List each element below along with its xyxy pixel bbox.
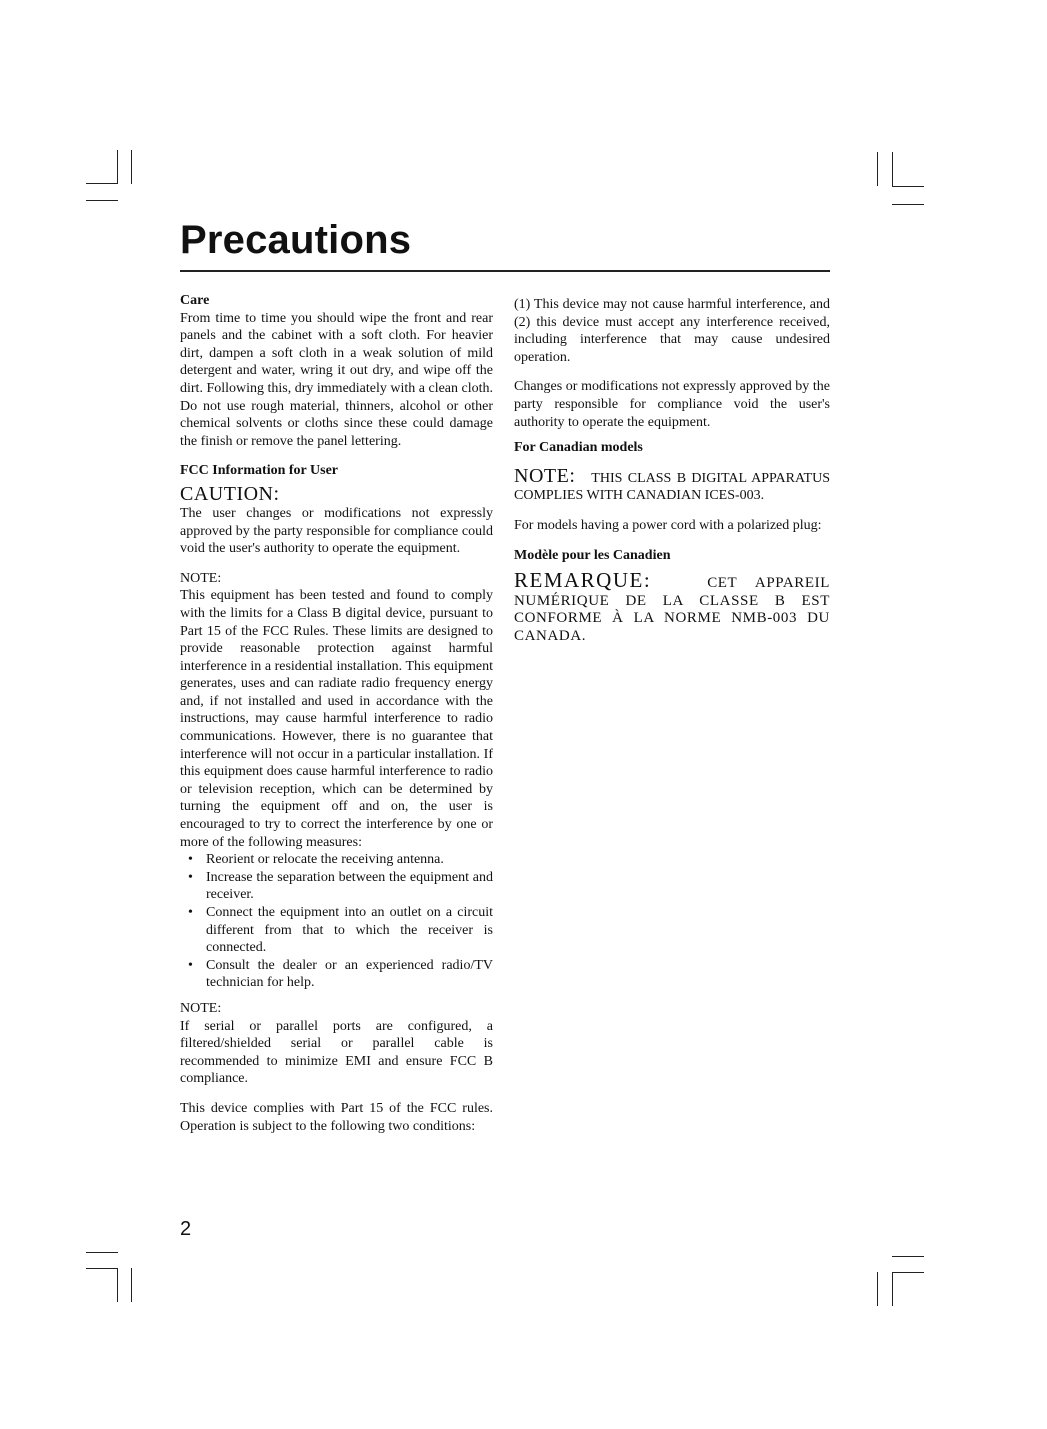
modele-heading: Modèle pour les Canadien xyxy=(514,547,671,563)
crop-mark-bottom-right-h xyxy=(892,1272,924,1273)
fcc-heading: FCC Information for User xyxy=(180,463,338,479)
remarque-text: CET APPAREIL NUMÉRIQUE DE LA CLASSE B EST CONFORME À LA NORME NMB-003 DU CANADA. xyxy=(514,575,830,644)
note2-text: If serial or parallel ports are configured, a filtered/shielded serial or parallel cable is recommended to minimize EMI and ensure FCC B compliance. xyxy=(180,1018,493,1087)
crop-mark-top-right-h xyxy=(892,186,924,187)
page-title: Precautions xyxy=(180,218,412,262)
crop-mark-bottom-right-v2 xyxy=(892,1272,893,1306)
care-text: From time to time you should wipe the front and rear panels and the cabinet with a soft cloth. For heavier dirt, dampen a soft cloth in a weak solution of mild detergent and water, wring it out dry, and wipe off the dirt. Following this, dry immediately with a clean cloth. Do not use rough material, thinners, alcohol or other chemical solvents or cloths since these could damage the finish or remove the panel lettering. xyxy=(180,310,494,449)
crop-mark-bottom-right-v xyxy=(877,1272,878,1306)
crop-mark-top-right-v xyxy=(877,152,878,186)
crop-mark-bottom-left-v2 xyxy=(131,1268,132,1302)
left-column xyxy=(180,292,493,1135)
crop-mark-top-left-v2 xyxy=(131,150,132,184)
polarized-text: For models having a power cord with a polarized plug: xyxy=(514,517,822,533)
caution-text: The user changes or modifications not expressly approved by the party responsible for compliance could void the user's authority to operate the equipment. xyxy=(180,505,493,557)
list-item: • Increase the separation between the equipment and receiver. xyxy=(180,869,493,904)
part15-text: This device complies with Part 15 of the FCC rules. Operation is subject to the following two conditions: xyxy=(180,1100,493,1134)
note1-text: This equipment has been tested and found to comply with the limits for a Class B digital device, pursuant to Part 15 of the FCC Rules. These limits are designed to provide reasonable protection against harmful interference in a residential installation. This equipment generates, uses and can radiate radio frequency energy and, if not installed and used in accordance with the instructions, may cause harmful interference to radio communications. However, there is no guarantee that interference will not occur in a particular installation. If this equipment does cause harmful interference to radio or television reception, which can be determined by turning the equipment off and on, the user is encouraged to try to correct the interference by one or more of the following measures: xyxy=(180,588,493,850)
measures-list xyxy=(180,851,493,992)
remarque-note xyxy=(514,568,830,645)
right-column xyxy=(514,296,830,646)
changes-text: Changes or modifications not expressly approved by the party responsible for compliance void the user's authority to operate the equipment. xyxy=(514,379,830,430)
list-item: • Connect the equipment into an outlet on a circuit different from that to which the receiver is connected. xyxy=(180,904,493,957)
canadian-note xyxy=(514,465,830,505)
remarque-label: REMARQUE: xyxy=(514,568,652,593)
caution-heading: CAUTION: xyxy=(180,482,280,505)
crop-mark-top-right-h2 xyxy=(892,204,924,205)
crop-mark-bottom-right-h2 xyxy=(892,1256,924,1257)
crop-mark-bottom-left-h2 xyxy=(86,1268,118,1269)
crop-mark-bottom-left-v xyxy=(117,1268,118,1302)
page-number: 2 xyxy=(180,1218,192,1240)
note2-heading: NOTE: xyxy=(180,1000,222,1016)
crop-mark-top-right-v2 xyxy=(892,152,893,186)
crop-mark-top-left-v xyxy=(117,150,118,184)
care-heading: Care xyxy=(180,293,210,308)
crop-mark-top-left-h xyxy=(86,183,118,184)
title-rule xyxy=(180,270,830,272)
canadian-note-text: THIS CLASS B DIGITAL APPARATUS COMPLIES WITH CANADIAN ICES-003. xyxy=(514,470,831,504)
crop-mark-top-left-h2 xyxy=(86,200,118,201)
canadian-note-label: NOTE: xyxy=(514,464,576,487)
list-item: • Consult the dealer or an experienced radio/TV technician for help. xyxy=(180,957,493,992)
list-item: • Reorient or relocate the receiving antenna. xyxy=(180,851,493,869)
note1-heading: NOTE: xyxy=(180,570,222,586)
conditions-text: (1) This device may not cause harmful interference, and (2) this device must accept any interference received, including interference that may cause undesired operation. xyxy=(514,297,830,365)
crop-mark-bottom-left-h xyxy=(86,1252,118,1253)
canadian-heading: For Canadian models xyxy=(514,440,643,456)
